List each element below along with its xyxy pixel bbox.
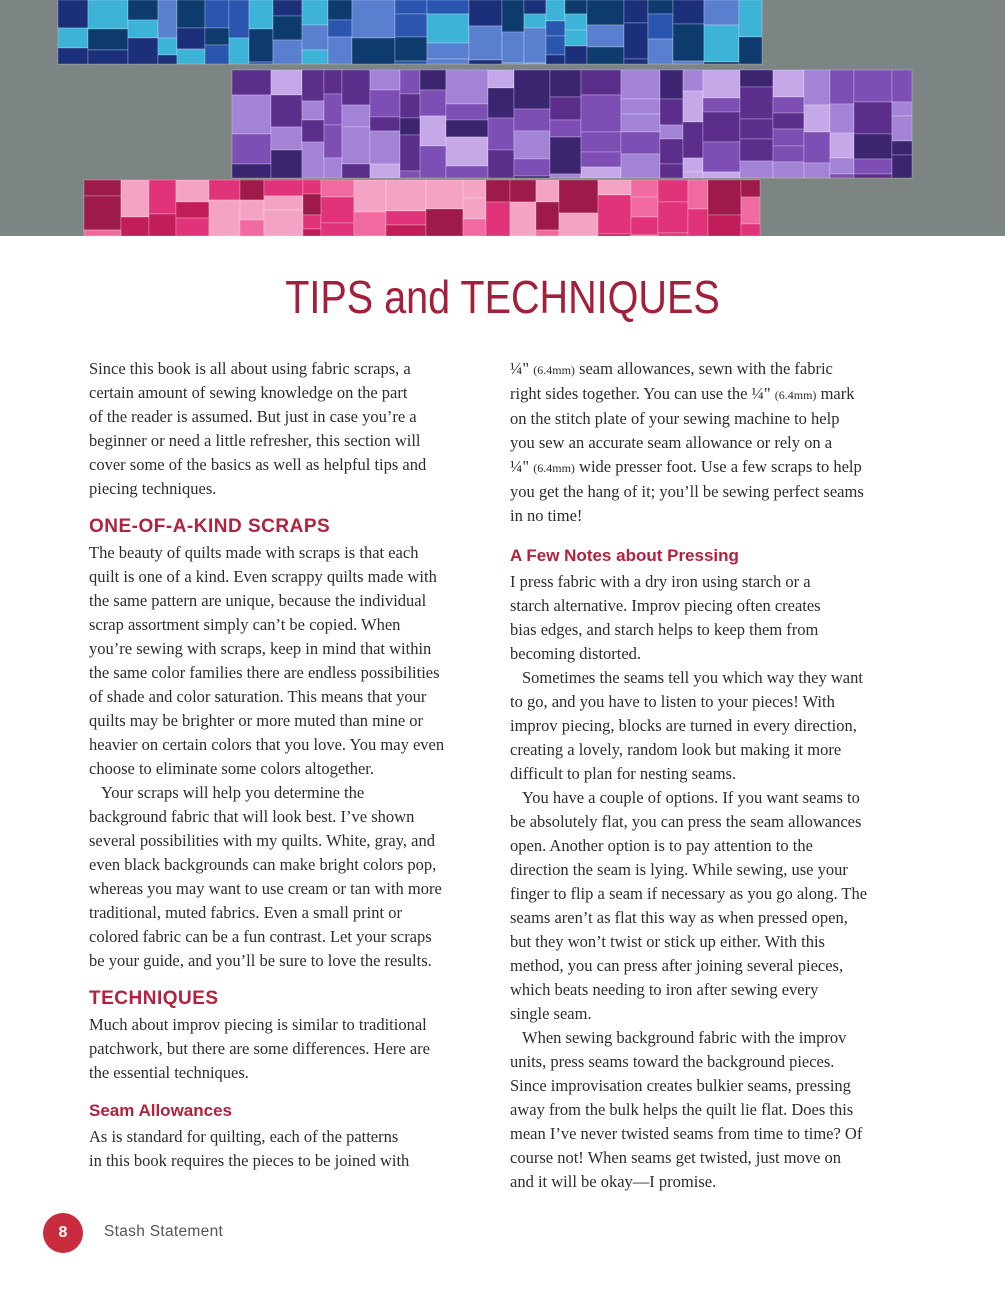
quilt-patch [321,197,354,223]
quilt-patch [502,63,524,64]
quilt-patch [581,70,621,95]
quilt-patch [804,132,830,163]
quilt-patch [264,210,303,236]
quilt-patch [536,230,559,236]
quilt-patch [703,142,740,172]
quilt-patch [550,120,581,137]
quilt-patch [128,38,158,64]
quilt-patch [400,171,420,178]
quilt-patch [463,219,486,236]
quilt-patch [688,180,708,209]
quilt-patch [446,104,488,120]
quilt-patch [703,172,740,178]
quilt-patch [395,61,427,64]
quilt-patch [773,97,804,113]
quilt-patch [232,164,271,178]
quilt-patch [303,194,321,215]
quilt-patch [426,180,463,209]
quilt-patch [502,32,524,63]
quilt-patch [400,70,420,94]
quilt-patch [232,70,271,95]
quilt-patch [536,180,559,202]
quilt-patch [302,50,328,64]
quilt-patch [514,109,550,131]
quilt-patch [854,134,892,159]
heading-pressing: A Few Notes about Pressing [510,546,739,565]
quilt-patch [703,112,740,142]
quilt-patch [673,61,704,64]
quilt-patch [354,180,386,212]
quilt-patch [773,113,804,129]
quilt-patch [550,70,581,97]
quilt-patch [342,164,370,178]
quilt-patch [446,166,488,178]
quilt-patch [121,217,149,236]
quilt-patch [546,21,565,36]
quilt-patch [658,180,688,202]
quilt-patch [648,0,673,14]
quilt-patch [830,158,854,174]
right-column [510,357,895,1194]
running-footer-book-title: Stash Statement [104,1223,224,1240]
quilt-illustration [0,0,1005,236]
quilt-patch [740,70,773,87]
quilt-patch [804,105,830,132]
quilt-patch [354,212,386,236]
quilt-patch [386,180,426,211]
quilt-patch [370,117,400,131]
quilt-patch [524,0,546,14]
quilt-patch [741,180,760,197]
quilt-patch [688,209,708,236]
quilt-patch [370,164,400,178]
quilt-patch [621,154,660,178]
pressing-paragraph-2: Sometimes the seams tell you which way they want to go, and you have to listen to your pieces! With improv piecing, blocks are turned in every direction, creating a lovely, random look but making it more difficult to plan for nesting seams. [510,668,863,783]
quilt-patch [830,174,854,178]
quilt-patch [708,180,741,215]
quilt-patch [892,141,912,155]
quilt-patch [673,0,704,24]
quilt-patch [205,28,229,45]
quilt-patch [395,14,427,37]
quilt-patch [58,28,88,48]
quilt-patch [631,217,658,235]
quilt-patch [446,70,488,104]
quilt-patch [486,202,510,236]
quilt-patch [854,102,892,134]
quilt-patch [773,162,804,178]
quilt-patch [249,62,273,64]
heading-seam-allowances: Seam Allowances [89,1101,232,1120]
quilt-patch [488,118,514,150]
quilt-patch [648,39,673,64]
quilt-patch [420,116,446,146]
quilt-patch [324,70,342,94]
quilt-patch [658,202,688,233]
quilt-patch [149,180,176,214]
intro-paragraph: Since this book is all about using fabric scraps, a certain amount of sewing knowledge on the part of the reader is assumed. But just in case you’re a beginner or need a little refresher, this section will cover some of the basics as well as helpful tips and piecing techniques. [89,359,427,498]
quilt-patch [273,40,302,64]
quilt-patch [128,0,158,20]
quilt-patch [598,180,631,195]
quilt-patch [273,16,302,40]
quilt-patch [342,105,370,127]
quilt-patch [370,131,400,164]
quilt-patch [830,104,854,133]
quilt-patch [463,180,486,198]
quilt-patch [240,200,264,220]
quilt-patch [559,180,598,213]
quilt-patch [892,155,912,178]
quilt-patch [741,224,760,236]
quilt-patch [502,0,524,32]
quilt-patch [631,180,658,197]
quilt-patch [400,94,420,118]
quilt-patch [324,158,342,178]
quilt-patch [176,202,209,218]
quilt-patch [546,36,565,55]
quilt-patch [352,38,395,64]
quilt-patch [660,70,683,99]
quilt-patch [58,48,88,64]
quilt-patch [84,196,121,230]
quilt-patch [708,215,741,236]
quilt-patch [88,50,128,64]
quilt-patch [740,139,773,161]
quilt-patch [121,180,149,217]
quilt-patch [488,88,514,118]
quilt-patch [854,159,892,174]
quilt-patch [205,0,229,28]
quilt-patch [177,49,205,64]
quilt-patch [565,14,587,30]
quilt-patch [892,116,912,141]
quilt-banner-image [0,0,1005,236]
quilt-patch [514,159,550,176]
quilt-patch [673,24,704,61]
quilt-patch [427,0,469,14]
seam-text-3: wide presser foot. Use a few scraps to help you get the hang of it; you’ll be sewing perfect seams in no time! [510,457,864,525]
quilt-patch [88,29,128,50]
quilt-patch [342,70,370,105]
quilt-patch [426,209,463,236]
quilt-patch [249,0,273,29]
quilt-patch [624,0,648,23]
quilt-patch [854,70,892,102]
quilt-patch [352,0,395,38]
seam-paragraph: As is standard for quilting, each of the patterns in this book requires the pieces to be joined with [89,1127,410,1170]
quilt-patch [370,90,400,117]
quilt-patch [240,180,264,200]
quilt-patch [176,218,209,236]
seam-text-1: seam allowances, sewn with the fabric right sides together. You can use the [510,359,833,403]
quilt-patch [469,0,502,26]
quilt-patch [773,146,804,162]
quilt-patch [427,14,469,43]
quilt-patch [427,59,469,64]
quilt-patch [703,98,740,112]
quilt-patch [324,125,342,158]
quilt-patch [177,28,205,49]
quilt-patch [739,0,762,37]
pressing-paragraph-3: You have a couple of options. If you want seams to be absolutely flat, you can press the seam allowances open. Another option is to pay attention to the direction the seam is lying. While sewing, use your finger to flip a seam if necessary as you go along. The seams aren’t as flat this way as when pressed open, but they won’t twist or stick up either. With this method, you can press after joining several pieces, which beats needing to iron after sewing every single seam. [510,788,868,1023]
quilt-patch [587,25,624,47]
quilt-patch [658,233,688,236]
quilt-patch [427,43,469,59]
quilt-patch [176,180,209,202]
quilt-patch [158,38,177,55]
quilt-patch [660,164,683,178]
quilt-patch [400,135,420,171]
quilt-patch [581,132,621,152]
quilt-patch [486,180,510,202]
quilt-patch [598,234,631,236]
quilt-patch [559,213,598,236]
fraction-quarter-inch: ¼" [751,384,771,403]
quilt-patch [587,47,624,64]
seam-continued-paragraph [510,357,895,528]
seam-text-2: mark on the stitch plate of your sewing machine to help you sew an accurate seam allowance or rely on a [510,384,855,452]
quilt-patch [158,55,177,64]
quilt-patch [581,152,621,167]
quilt-patch [660,99,683,125]
quilt-patch [446,120,488,137]
quilt-patch [546,55,565,64]
quilt-patch [271,70,302,95]
quilt-patch [264,196,303,210]
scraps-paragraph-2: Your scraps will help you determine the background fabric that will look best. I’ve shown several possibilities with my quilts. White, gray, and even black backgrounds can make bright colors pop, whereas you may want to use cream or tan with more traditional, muted fabrics. Even a small print or colored fabric can be a fun contrast. Let your scraps be your guide, and you’ll be sure to love the results. [89,783,442,970]
quilt-patch [773,70,804,97]
quilt-patch [524,28,546,63]
quilt-patch [804,70,830,105]
quilt-patch [342,127,370,164]
quilt-patch [550,174,581,178]
quilt-patch [510,202,536,236]
quilt-patch [303,180,321,194]
quilt-patch [303,215,321,229]
quilt-patch [581,167,621,178]
quilt-patch [158,0,177,38]
quilt-patch [830,133,854,158]
quilt-patch [514,70,550,109]
quilt-patch [621,132,660,154]
scraps-paragraph-1: The beauty of quilts made with scraps is that each quilt is one of a kind. Even scrappy quilts made with the same pattern are unique, because the individual scrap assortment simply can’t be copied. When you’re sewing with scraps, keep in mind that within the same color families there are endless possibilities of shade and color saturation. This means that your quilts may be brighter or more muted than mine or heavier on certain colors that you love. You may even choose to eliminate some colors altogether. [89,543,445,778]
quilt-patch [463,198,486,219]
quilt-patch [550,97,581,120]
pressing-paragraph-1: I press fabric with a dry iron using starch or a starch alternative. Improv piecing often creates bias edges, and starch helps to keep them from becoming distorted. [510,572,821,663]
quilt-patch [321,223,354,236]
quilt-patch [739,37,762,64]
quilt-patch [488,150,514,178]
quilt-patch [302,142,324,178]
quilt-patch [386,225,426,236]
quilt-patch [328,20,352,37]
quilt-patch [328,37,352,64]
quilt-patch [232,134,271,164]
quilt-patch [58,0,88,28]
quilt-patch [683,122,703,158]
quilt-patch [514,176,550,178]
quilt-patch [892,102,912,116]
quilt-patch [88,0,128,29]
quilt-patch [740,161,773,178]
quilt-patch [420,70,446,90]
quilt-patch [621,114,660,132]
quilt-patch [740,119,773,139]
quilt-patch [704,62,739,64]
quilt-patch [149,214,176,236]
quilt-patch [598,195,631,234]
quilt-patch [273,0,302,16]
metric-measure: (6.4mm) [533,461,575,475]
quilt-patch [703,70,740,98]
heading-one-of-a-kind-scraps: ONE-OF-A-KIND SCRAPS [89,516,331,537]
quilt-patch [395,0,427,14]
techniques-paragraph: Much about improv piecing is similar to traditional patchwork, but there are some differences. Here are the essential techniques. [89,1015,430,1082]
quilt-patch [232,95,271,134]
quilt-patch [683,70,703,91]
quilt-patch [550,137,581,174]
quilt-patch [324,94,342,125]
quilt-patch [648,14,673,39]
quilt-patch [209,180,240,200]
quilt-patch [469,26,502,60]
quilt-patch [624,59,648,64]
quilt-patch [621,70,660,99]
quilt-patch [683,158,703,172]
quilt-patch [581,95,621,132]
quilt-patch [624,23,648,59]
quilt-patch [271,127,302,150]
quilt-patch [660,125,683,139]
quilt-patch [631,235,658,236]
quilt-patch [205,45,229,64]
quilt-patch [264,180,303,196]
quilt-patch [302,70,324,101]
quilt-patch [683,172,703,178]
quilt-patch [177,0,205,28]
quilt-patch [631,197,658,217]
quilt-patch [229,38,249,64]
quilt-patch [565,0,587,14]
quilt-patch [84,230,121,236]
quilt-patch [488,70,514,88]
quilt-patch [683,91,703,122]
quilt-patch [128,20,158,38]
quilt-patch [804,163,830,178]
quilt-patch [446,137,488,166]
quilt-patch [271,95,302,127]
quilt-patch [740,87,773,119]
quilt-patch [514,131,550,159]
quilt-patch [704,0,739,25]
quilt-patch [854,174,892,178]
quilt-patch [328,0,352,20]
metric-measure: (6.4mm) [533,363,575,377]
quilt-patch [524,14,546,28]
quilt-patch [565,46,587,64]
quilt-patch [229,0,249,38]
page-title: TIPS and TECHNIQUES [285,271,720,323]
quilt-patch [565,30,587,46]
quilt-patch [704,25,739,62]
quilt-patch [302,120,324,142]
quilt-patch [892,70,912,102]
quilt-patch [386,211,426,225]
quilt-patch [773,129,804,146]
quilt-patch [420,146,446,178]
quilt-patch [302,101,324,120]
quilt-patch [587,0,624,25]
fraction-quarter-inch: ¼" [510,457,530,476]
quilt-patch [302,0,328,25]
quilt-patch [400,118,420,135]
metric-measure: (6.4mm) [774,388,817,402]
quilt-patch [321,180,354,197]
quilt-patch [370,70,400,90]
quilt-patch [240,220,264,236]
quilt-patch [536,202,559,230]
quilt-patch [621,99,660,114]
quilt-patch [420,90,446,116]
quilt-patch [510,180,536,202]
quilt-patch [546,0,565,21]
quilt-patch [303,229,321,236]
pressing-paragraph-4: When sewing background fabric with the improv units, press seams toward the background pieces. Since improvisation creates bulkier seams, pressing away from the bulk helps the quilt lie flat. Does this mean I’ve never twisted seams from time to time? Of course not! When seams get twisted, just move on and it will be okay—I promise. [510,1028,863,1191]
quilt-patch [271,150,302,178]
fraction-quarter-inch: ¼" [510,359,530,378]
quilt-patch [209,200,240,236]
quilt-patch [660,139,683,164]
quilt-patch [395,37,427,61]
heading-techniques: TECHNIQUES [89,988,219,1009]
left-column [89,357,473,1173]
quilt-patch [469,60,502,64]
quilt-patch [302,25,328,50]
quilt-patch [830,70,854,104]
quilt-patch [524,63,546,64]
page-number-badge: 8 [43,1213,83,1253]
quilt-patch [249,29,273,62]
quilt-patch [741,197,760,224]
quilt-patch [84,180,121,196]
